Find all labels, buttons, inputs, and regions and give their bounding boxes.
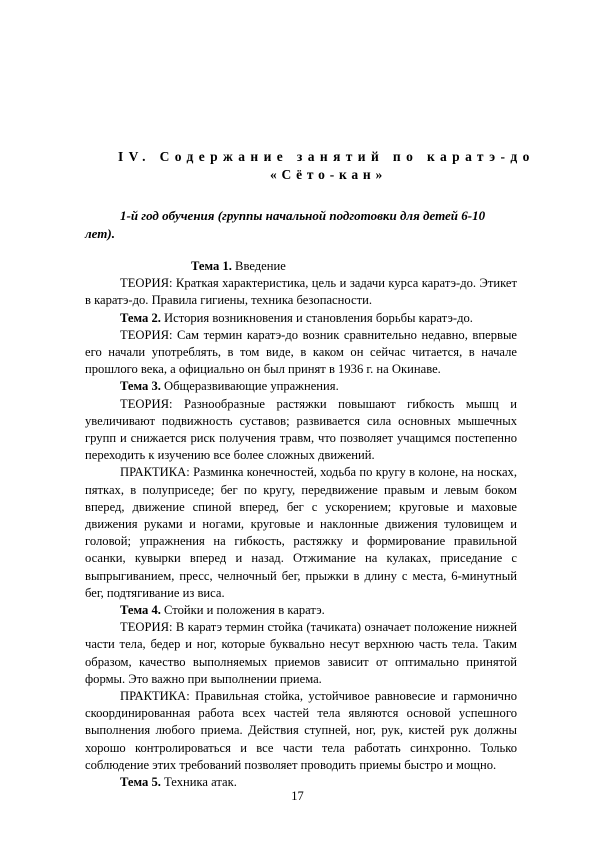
topic-number: Тема 5. — [120, 775, 161, 790]
topic-number: Тема 3. — [120, 379, 161, 394]
topic-heading — [85, 378, 517, 395]
topic-number: Тема 2. — [120, 310, 161, 325]
topic-title: История возникновения и становления борьбы каратэ-до. — [160, 310, 473, 325]
topic-number: Тема 4. — [120, 603, 161, 618]
section-heading-line-1: IV. Содержание занятий по каратэ-до — [118, 149, 535, 164]
topic-title: Введение — [231, 259, 286, 273]
topic-heading — [85, 310, 517, 327]
year-title: 1-й год обучения (группы начальной подготовки для детей 6-10 лет). — [85, 208, 486, 241]
topic-heading — [85, 602, 517, 619]
page-number: 17 — [291, 789, 304, 803]
topic-heading — [85, 258, 517, 275]
paragraph: ТЕОРИЯ: Краткая характеристика, цель и задачи курса каратэ-до. Этикет в каратэ-до. Правила гигиены, техника безопасности. — [85, 276, 517, 308]
paragraph: ТЕОРИЯ: В каратэ термин стойка (тачиката) означает положение нижней части тела, бедер и ног, которые буквально несут верхнюю часть тела. Таким образом, качество выполняемых приемов зависит от оптимально принятой формы. Это важно при выполнении приема. — [85, 620, 517, 686]
paragraph: ПРАКТИКА: Разминка конечностей, ходьба по кругу в колоне, на носках, пятках, в полуприседе; бег по кругу, передвижение правым и левым боком вперед, движение спиной вперед, бег с ускорением; круговые и маховые движения руками и ногами, круговые и наклонные движения туловищем и головой; упражнения на гибкость, растяжку и формирование правильной осанки, кувырки вперед и назад. Отжимание на кулаках, приседание с выпрыгиванием, пресс, челночный бег, прыжки в длину с места, 6-минутный бег, подтягивание из виса. — [85, 465, 517, 600]
paragraph: ТЕОРИЯ: Сам термин каратэ-до возник сравнительно недавно, впервые его начали употреблять, в том виде, в каком он сейчас читается, в начале прошлого века, а официально он был принят в 1936 г. на Окинаве. — [85, 327, 517, 377]
document-body — [85, 258, 517, 791]
topic-title: Техника атак. — [160, 775, 237, 790]
paragraph: ТЕОРИЯ: Разнообразные растяжки повышают гибкость мышц и увеличивают подвижность суставов; развивается сила основных мышечных групп и снижается риск получения травм, что позволяет учащимся постепенно переходить к изучению все более сложных движений. — [85, 396, 517, 463]
paragraph: ПРАКТИКА: Правильная стойка, устойчивое равновесие и гармонично скоординированная работа всех частей тела являются основой успешного выполнения любого приема. Действия ступней, ног, рук, кистей рук должны хорошо контролироваться и все части тела работать синхронно. Только соблюдение этих требований позволяет проводить приемы быстро и мощно. — [85, 689, 517, 772]
section-heading-line-2: «Сёто-кан» — [270, 167, 388, 182]
topic-number: Тема 1. — [191, 259, 232, 273]
section-heading — [118, 148, 535, 184]
topic-title: Стойки и положения в каратэ. — [160, 603, 325, 618]
topic-title: Общеразвивающие упражнения. — [160, 379, 339, 394]
